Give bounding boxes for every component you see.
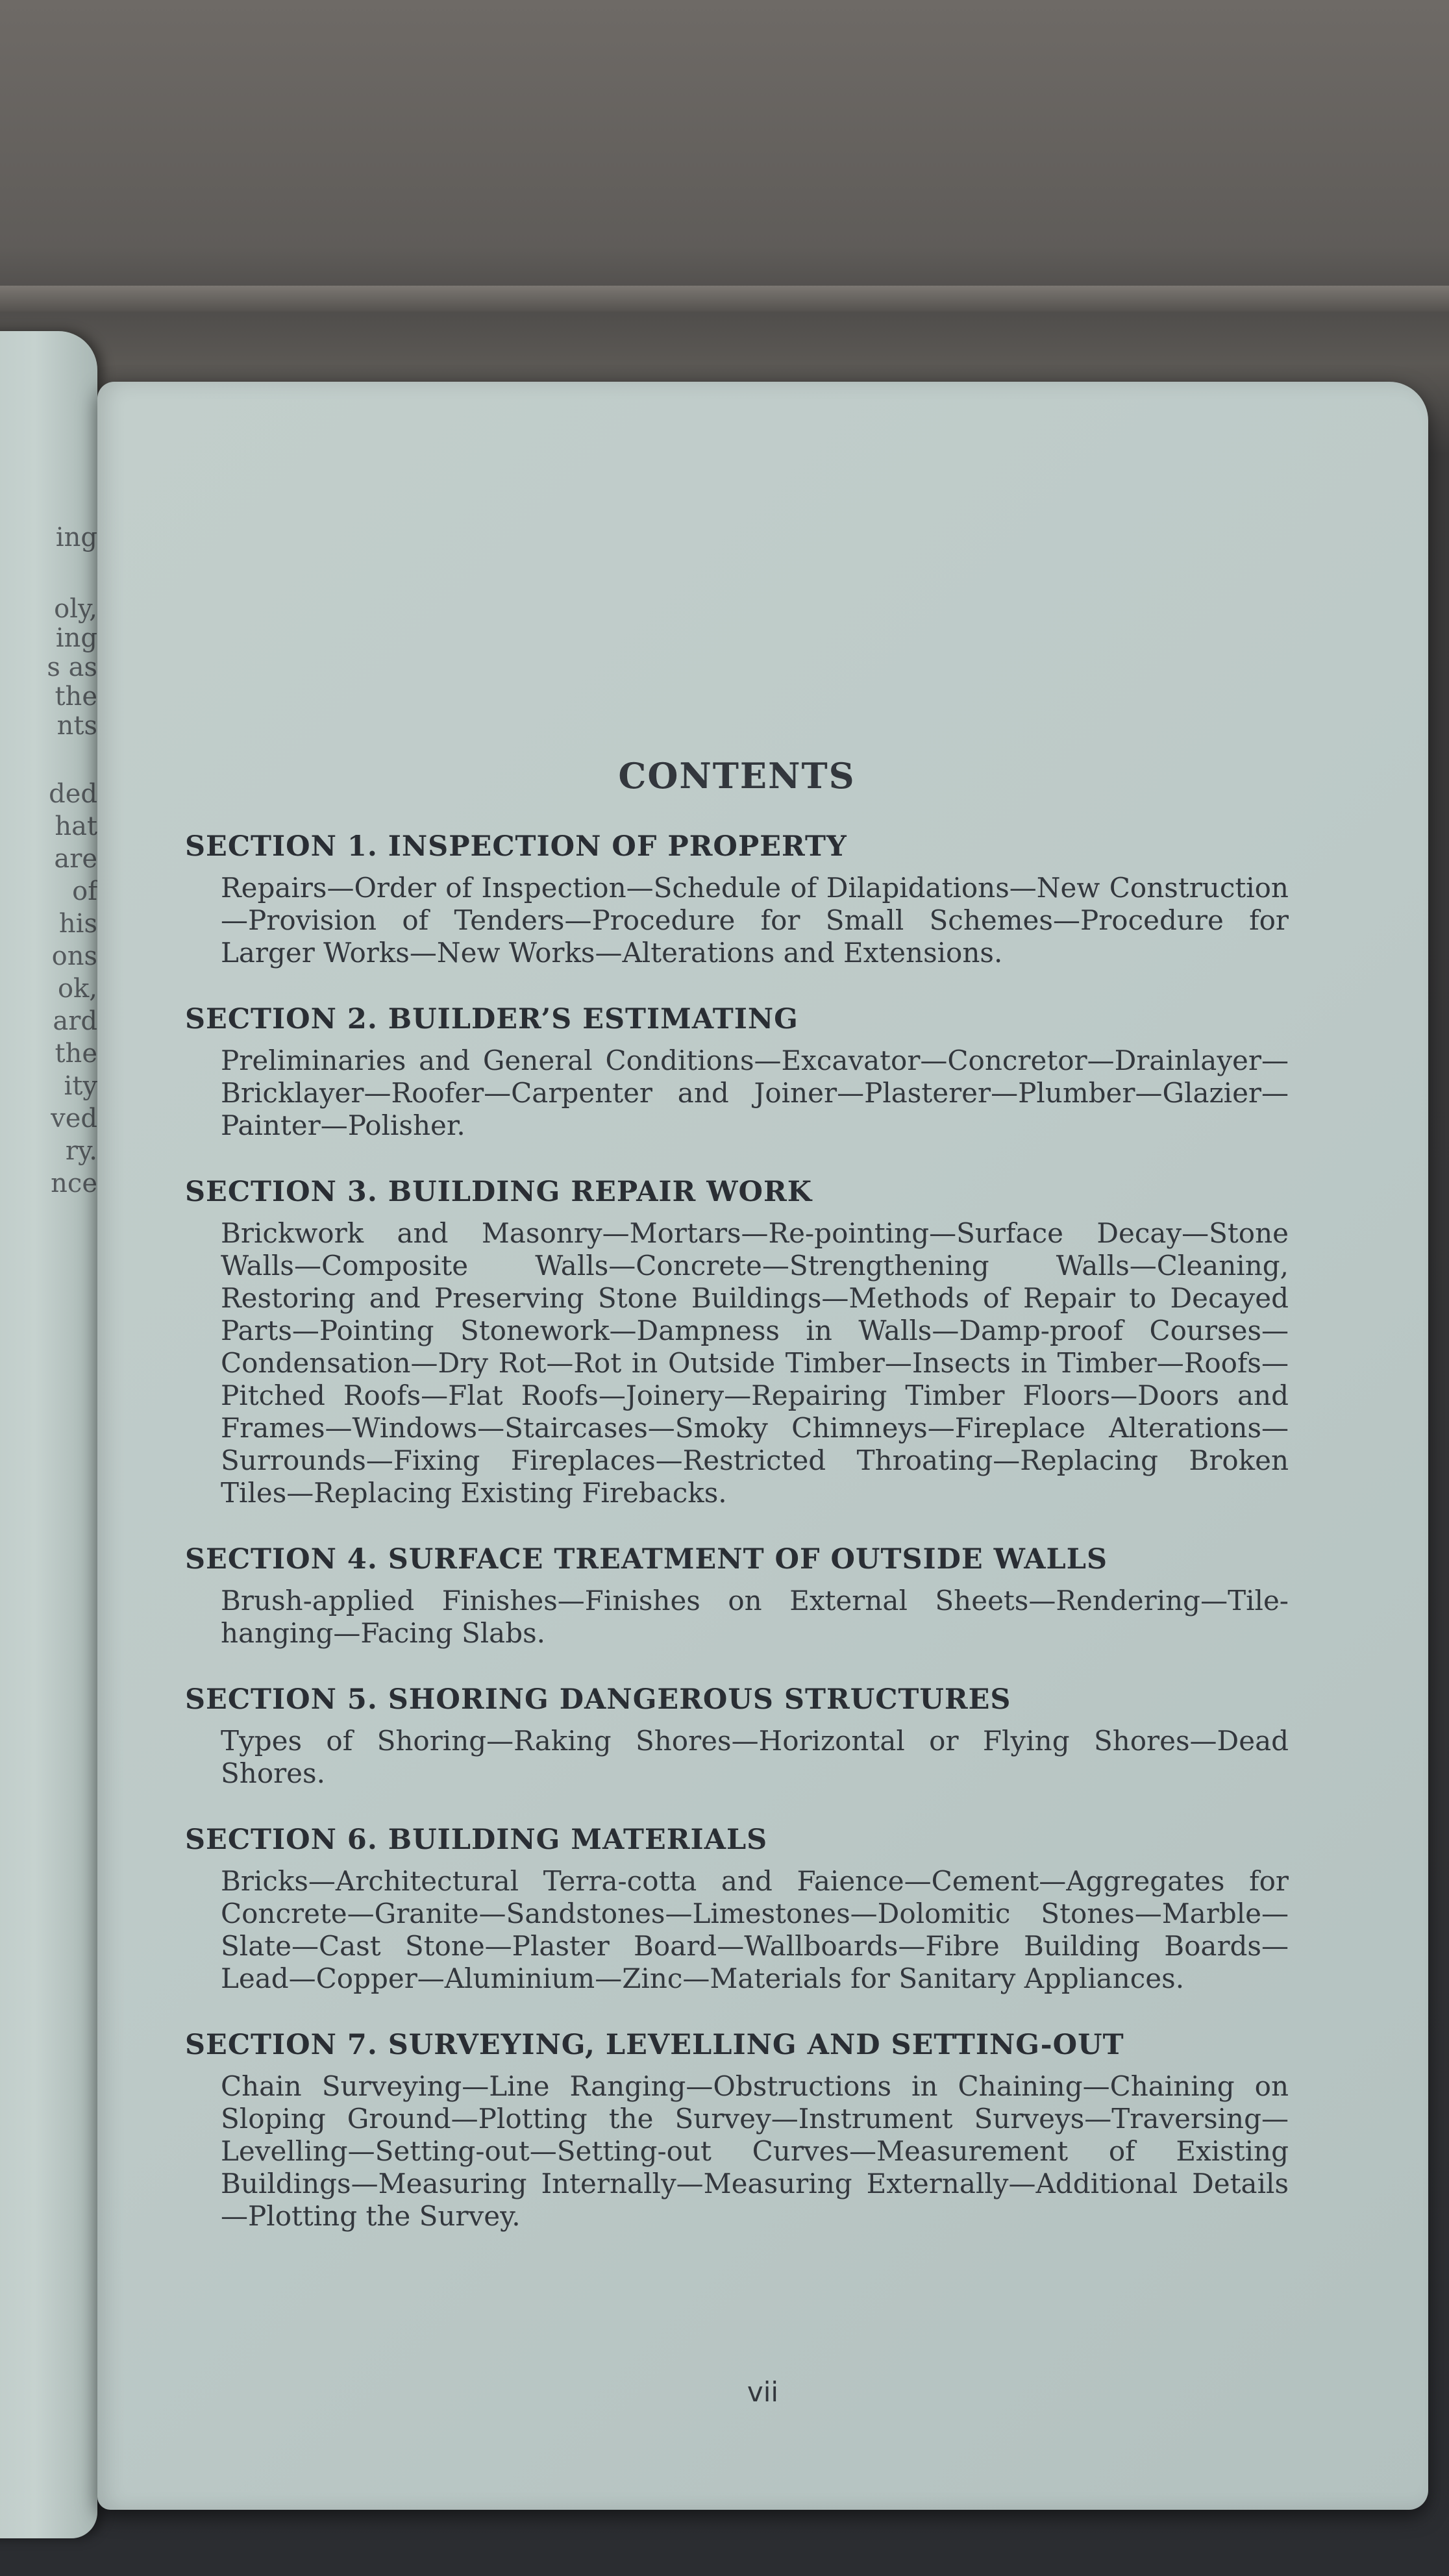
left-page-fragment: s as — [47, 652, 97, 682]
left-page-fragment: ved — [51, 1104, 97, 1133]
left-page-fragment: ded — [49, 779, 97, 809]
contents-block — [185, 755, 1289, 2266]
section-topics: Types of Shoring—Raking Shores—Horizontal or Flying Shores—Dead Shores. — [221, 1725, 1289, 1789]
contents-section-1 — [185, 830, 1289, 969]
section-topics: Repairs—Order of Inspection—Schedule of Dilapidations—New Construction—Provision of Tenders—Procedure for Small Schemes—Procedure for Larger Works—New Works—Alterations and Extensions. — [221, 872, 1289, 969]
left-page-fragment: nce — [51, 1169, 97, 1198]
left-page-fragment: ard — [53, 1006, 97, 1036]
left-page-fragment: ok, — [57, 974, 97, 1004]
contents-page — [97, 382, 1428, 2510]
left-page-fragment: ons — [51, 941, 97, 971]
section-heading: SECTION 1. INSPECTION OF PROPERTY — [185, 830, 847, 863]
section-heading: SECTION 3. BUILDING REPAIR WORK — [185, 1176, 813, 1208]
left-page-fragment: ity — [64, 1071, 97, 1101]
contents-section-7 — [185, 2029, 1289, 2233]
section-topics: Preliminaries and General Conditions—Excavator—Concretor—Drainlayer—Bricklayer—Roofer—Carpenter and Joiner—Plasterer—Plumber—Glazier—Painter—Polisher. — [221, 1045, 1289, 1141]
left-page-fragment: the — [55, 1039, 97, 1069]
left-page-fragment: of — [72, 876, 97, 906]
section-heading: SECTION 4. SURFACE TREATMENT OF OUTSIDE WALLS — [185, 1543, 1108, 1576]
contents-section-6 — [185, 1824, 1289, 1995]
left-page-fragment: ry. — [65, 1136, 97, 1166]
left-page-fragment: ing — [55, 523, 97, 552]
section-heading: SECTION 2. BUILDER’S ESTIMATING — [185, 1003, 799, 1035]
left-page-edge — [0, 331, 97, 2538]
section-topics: Bricks—Architectural Terra-cotta and Faience—Cement—Aggregates for Concrete—Granite—Sandstones—Limestones—Dolomitic Stones—Marble—Slate—Cast Stone—Plaster Board—Wallboards—Fibre Building Boards—Lead—Copper—Aluminium—Zinc—Materials for Sanitary Appliances. — [221, 1865, 1289, 1994]
section-topics: Brickwork and Masonry—Mortars—Re-pointing—Surface Decay—Stone Walls—Composite Walls—Concrete—Strengthening Walls—Cleaning, Restoring and Preserving Stone Buildings—Methods of Repair to Decayed Parts—Pointing Stonework—Dampness in Walls—Damp-proof Courses—Condensation—Dry Rot—Rot in Outside Timber—Insects in Timber—Roofs—Pitched Roofs—Flat Roofs—Joinery—Repairing Timber Floors—Doors and Frames—Windows—Staircases—Smoky Chimneys—Fireplace Alterations—Surrounds—Fixing Fireplaces—Restricted Throating—Replacing Broken Tiles—Replacing Existing Firebacks. — [221, 1217, 1289, 1509]
left-page-fragment: his — [58, 909, 97, 939]
section-topics: Chain Surveying—Line Ranging—Obstructions in Chaining—Chaining on Sloping Ground—Plotting the Survey—Instrument Surveys—Traversing—Levelling—Setting-out—Setting-out Curves—Measurement of Existing Buildings—Measuring Internally—Measuring Externally—Additional Details—Plotting the Survey. — [221, 2070, 1289, 2232]
left-page-fragment: the — [55, 682, 97, 712]
contents-section-3 — [185, 1176, 1289, 1509]
section-heading: SECTION 5. SHORING DANGEROUS STRUCTURES — [185, 1683, 1011, 1716]
left-page-fragment: ing — [55, 623, 97, 653]
section-topics: Brush-applied Finishes—Finishes on External Sheets—Rendering—Tile-hanging—Facing Slabs. — [221, 1585, 1289, 1649]
left-page-fragment: nts — [56, 711, 97, 741]
section-heading: SECTION 6. BUILDING MATERIALS — [185, 1824, 768, 1856]
contents-title: CONTENTS — [618, 755, 856, 797]
left-page-fragment: hat — [55, 811, 97, 841]
page-number: vii — [747, 2376, 779, 2408]
section-heading: SECTION 7. SURVEYING, LEVELLING AND SETTING-OUT — [185, 2029, 1124, 2061]
window-ledge — [0, 286, 1449, 312]
contents-section-5 — [185, 1683, 1289, 1790]
left-page-fragment: are — [54, 844, 97, 874]
left-page-fragment: oly, — [54, 594, 97, 624]
contents-section-2 — [185, 1003, 1289, 1142]
contents-section-4 — [185, 1543, 1289, 1650]
